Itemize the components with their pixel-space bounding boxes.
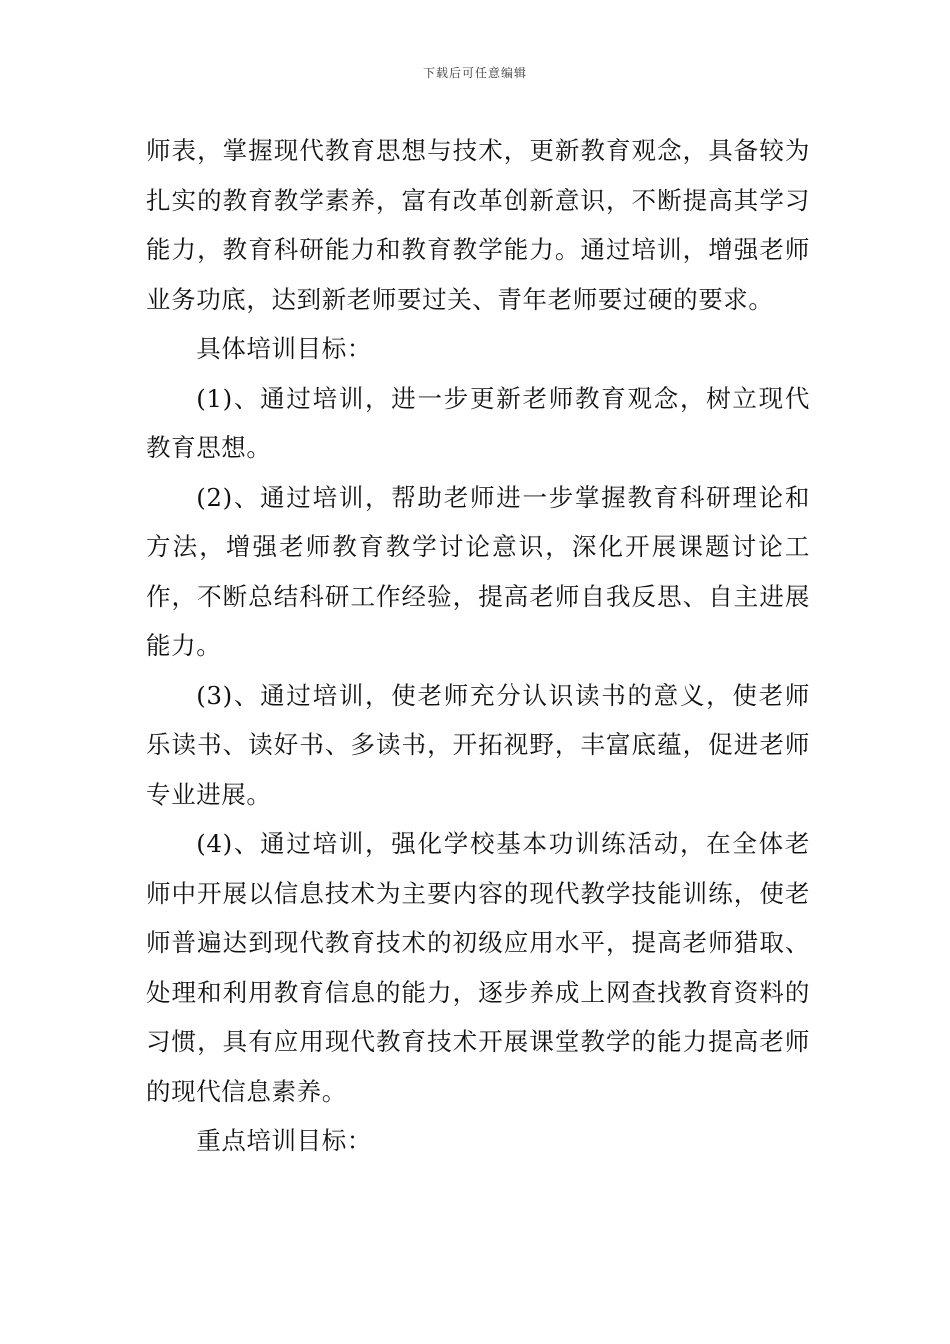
heading-specific-goals: 具体培训目标： [196, 334, 372, 363]
paragraph-goal-2: (2)、通过培训，帮助老师进一步掌握教育科研理论和方法，增强老师教育教学讨论意识，深化开展课题讨论工作，不断总结科研工作经验，提高老师自我反思、自主进展能力。 [146, 482, 810, 660]
paragraph-goal-4: (4)、通过培训，强化学校基本功训练活动，在全体老师中开展以信息技术为主要内容的现代教学技能训练，使老师普遍达到现代教育技术的初级应用水平，提高老师猎取、处理和利用教育信息的能力，逐步养成上网查找教育资料的习惯，具有应用现代教育技术开展课堂教学的能力提高老师的现代信息素养。 [146, 829, 810, 1106]
paragraph-goal-1: (1)、通过培训，进一步更新老师教育观念，树立现代教育思想。 [146, 383, 810, 462]
heading-key-goals: 重点培训目标： [196, 1126, 372, 1155]
page-header: 下载后可任意编辑 [422, 66, 527, 80]
document-body [146, 126, 810, 1166]
paragraph-goal-3: (3)、通过培训，使老师充分认识读书的意义，使老师乐读书、读好书、多读书，开拓视野，丰富底蕴，促进老师专业进展。 [146, 680, 810, 809]
paragraph-intro-continued: 师表，掌握现代教育思想与技术，更新教育观念，具备较为扎实的教育教学素养，富有改革创新意识，不断提高其学习能力，教育科研能力和教育教学能力。通过培训，增强老师业务功底，达到新老师要过关、青年老师要过硬的要求。 [146, 136, 810, 314]
